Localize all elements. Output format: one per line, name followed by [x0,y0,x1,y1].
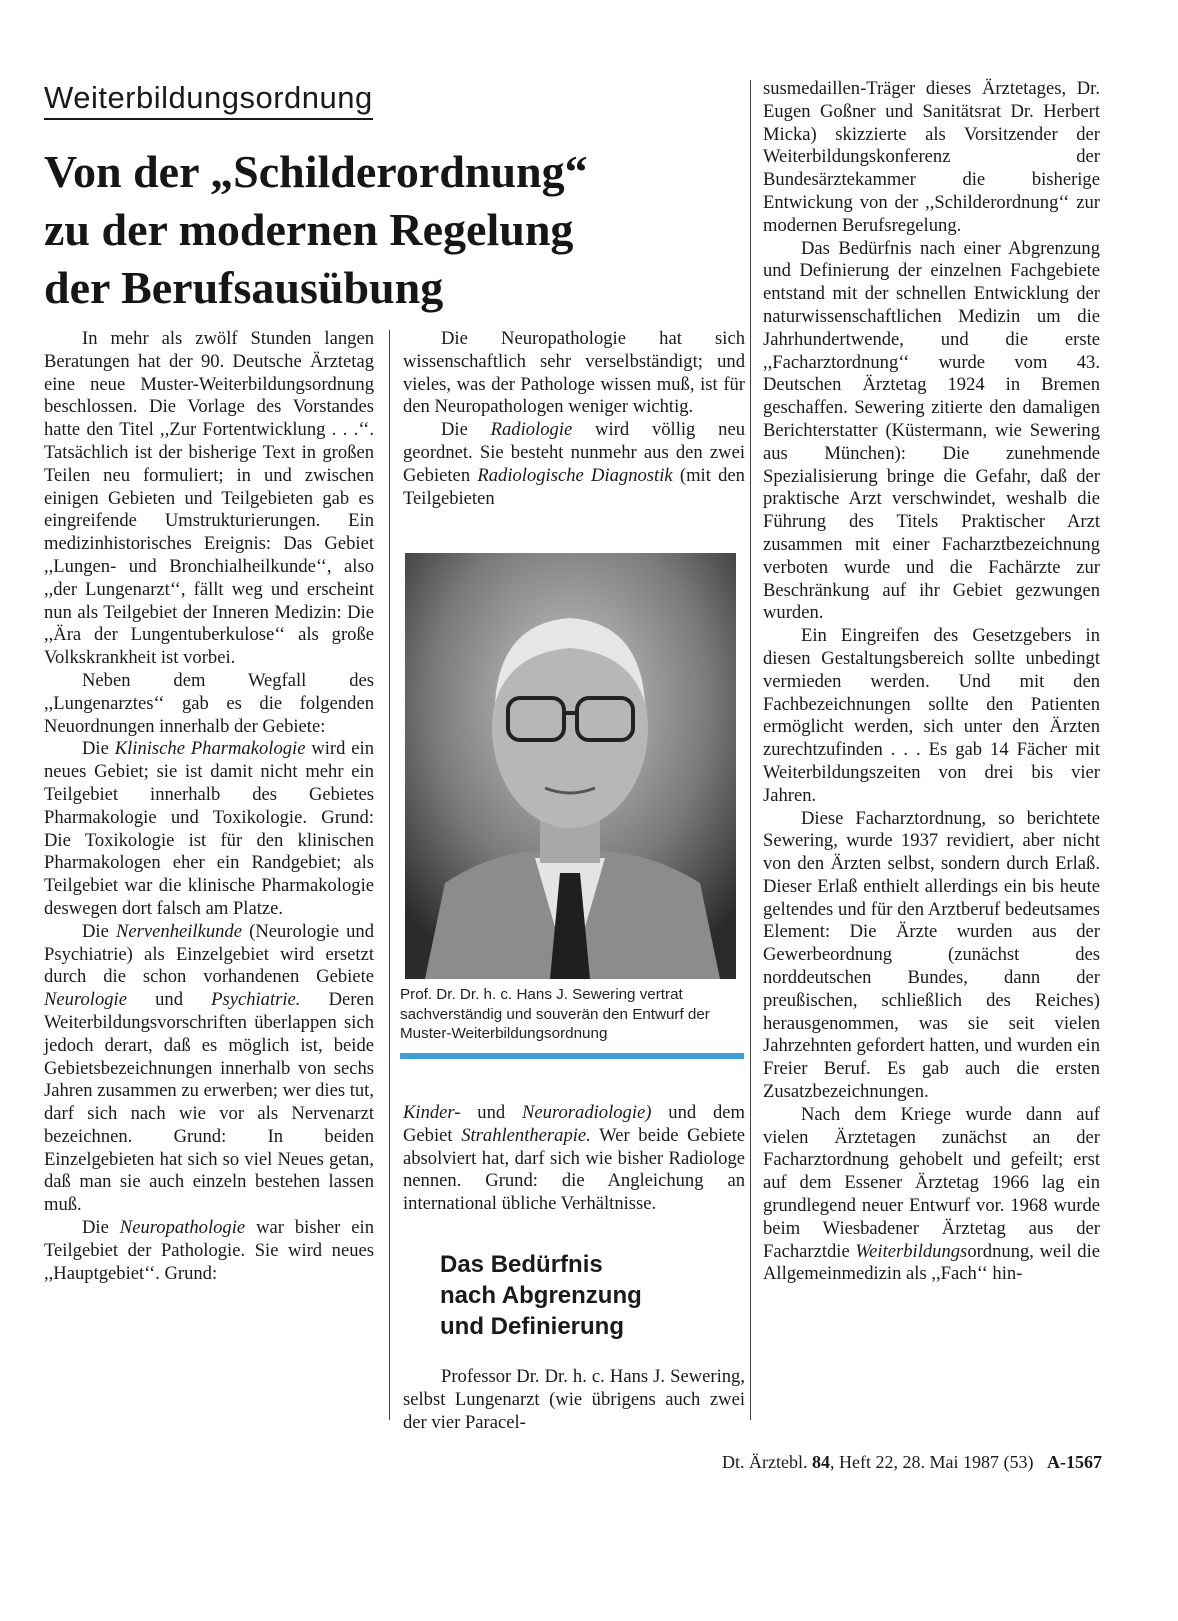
subheading-line-1: Das Bedürfnis [440,1251,603,1278]
subheading [440,1249,740,1342]
headline [44,143,764,317]
article-column-3 [763,78,1100,1286]
journal-name: Dt. Ärztebl. [722,1452,813,1472]
paragraph: Das Bedürfnis nach einer Abgrenzung und Definierung der einzelnen Fachgebiete entstand mit der schnellen Entwicklung der naturwissenschaftlichen Medizin um die Jahrhundertwende, und die erste ,,Facharztordnung‘‘ wurde vom 43. Deutschen Ärztetag 1924 in Bremen geschaffen. Sewering zitierte den damaligen Berichterstatter (Küstermann, wie Sewering aus München): Die zunehmende Spezialisierung bringe die Gefahr, daß der praktische Arzt verschwindet, weshalb die Führung des Titels Praktischer Arzt zusammen mit einer Facharztbezeichnung verboten wurde und die Fachärzte zur Beschränkung auf ihr Gebiet gezwungen wurden. [763,237,1100,624]
paragraph: Die Klinische Pharmakologie wird ein neues Gebiet; sie ist damit nicht mehr ein Teilgebiet innerhalb des Gebietes Pharmakologie und Toxikologie. Grund: Die Toxikologie ist für den klinischen Pharmakologen eher ein Randgebiet; als Teilgebiet war die klinische Pharmakologie deswegen dort falsch am Platze. [44,738,374,919]
photo-caption: Prof. Dr. Dr. h. c. Hans J. Sewering vertrat sachverständig und souverän den Entwurf der Muster-Weiterbildungsordnung [400,986,710,1042]
article-column-1 [44,328,374,1285]
headline-line-2: zu der modernen Regelung [44,204,574,255]
paragraph: In mehr als zwölf Stunden langen Beratungen hat der 90. Deutsche Ärztetag eine neue Muster-Weiterbildungsordnung beschlossen. Die Vorlage des Vorstandes hatte den Titel ,,Zur Fortentwicklung . . .‘‘. Tatsächlich ist der bisherige Text in großen Teilen neu formuliert; in und zwischen einigen Gebieten und Teilgebieten gab es eingreifende Umstrukturierungen. Ein medizinhistorisches Ereignis: Das Gebiet ,,Lungen- und Bronchialheilkunde‘‘, also ,,der Lungenarzt‘‘, fällt weg und erscheint nun als Teilgebiet der Inneren Medizin: Die ,,Ära der Lungentuberkulose‘‘ als große Volkskrankheit ist vorbei. [44,328,374,669]
paragraph: susmedaillen-Träger dieses Ärztetages, Dr. Eugen Goßner und Sanitätsrat Dr. Herbert Micka) skizzierte als Vorsitzender der Weiterbildungskonferenz der Bundesärztekammer die bisherige Entwickung von der ,,Schilderordnung‘‘ zur modernen Berufsregelung. [763,78,1100,236]
paragraph: Die Neuropathologie war bisher ein Teilgebiet der Pathologie. Sie wird neues ,,Hauptgebiet‘‘. Grund: [44,1217,374,1284]
paragraph: Nach dem Kriege wurde dann auf vielen Ärztetagen zunächst an der Facharztordnung gehobelt und gefeilt; erst auf dem Essener Ärztetag 1966 lag ein grundlegend neuer Entwurf vor. 1968 wurde beim Wiesbadener Ärztetag aus der Facharztdie Weiterbildungsordnung, weil die Allgemeinmedizin als ,,Fach‘‘ hin- [763,1103,1100,1285]
portrait-illustration [405,553,736,979]
page-number: A-1567 [1047,1452,1102,1472]
paragraph: Ein Eingreifen des Gesetzgebers in diesen Gestaltungsbereich sollte unbedingt vermieden werden. Und mit den Fachbezeichnungen sollte den Patienten ermöglicht werden, sich unter den Ärzten zurechtzufinden . . . Es gab 14 Fächer mit Weiterbildungszeiten von drei bis vier Jahren. [763,625,1100,806]
subheading-line-2: nach Abgrenzung [440,1282,642,1309]
portrait-photo [405,553,736,979]
caption-rule [400,1053,744,1059]
journal-issue: , Heft 22, 28. Mai 1987 (53) [830,1452,1034,1472]
paragraph: Diese Facharztordnung, so berichtete Sewering, wurde 1937 revidiert, aber nicht von den Ärzten selbst, sondern durch Erlaß. Dieser Erlaß enthielt allerdings ein bis heute geltendes und für den Arztberuf bedeutsames Element: Die Ärzte wurden aus der Gewerbeordnung (zunächst des norddeutschen Bundes, dann der preußischen, schließlich des Reiches) herausgenommen, was sie seit vielen Jahrzehnten gefordert hatten, und wurden ein Freier Beruf. Es gab auch die ersten Zusatzbezeichnungen. [763,807,1100,1103]
headline-line-3: der Berufsausübung [44,262,444,313]
section-kicker: Weiterbildungsordnung [44,80,373,120]
paragraph: Die Nervenheilkunde (Neurologie und Psychiatrie) als Einzelgebiet wird ersetzt durch die schon vorhandenen Gebiete Neurologie und Psychiatrie. Deren Weiterbildungsvorschriften überlappen sich jedoch derart, daß es möglich ist, beide Gebietsbezeichnungen innerhalb von sechs Jahren zusammen zu erwerben; wer dies tut, darf sich nach wie vor als Nervenarzt bezeichnen. Grund: In beiden Einzelgebieten hat sich so viel Neues getan, daß man sie auch einzeln bestehen lassen muß. [44,920,374,1216]
paragraph: Professor Dr. Dr. h. c. Hans J. Sewering, selbst Lungenarzt (wie übrigens auch zwei der vier Paracel- [403,1366,745,1433]
paragraph: Kinder- und Neuroradiologie) und dem Gebiet Strahlentherapie. Wer beide Gebiete absolviert hat, darf sich wie bisher Radiologe nennen. Grund: die Angleichung an international übliche Verhältnisse. [403,1102,745,1215]
article-column-2-top [403,328,745,510]
column-rule-2 [750,80,751,1420]
paragraph: Neben dem Wegfall des ,,Lungenarztes‘‘ gab es die folgenden Neuordnungen innerhalb der Gebiete: [44,669,374,737]
paragraph: Die Neuropathologie hat sich wissenschaftlich sehr verselbständigt; und vieles, was der Pathologe wissen muß, ist für den Neuropathologen weniger wichtig. [403,328,745,418]
paragraph: Die Radiologie wird völlig neu geordnet. Sie besteht nunmehr aus den zwei Gebieten Radiologische Diagnostik (mit den Teilgebieten [403,419,745,509]
headline-line-1: Von der „Schilderordnung“ [44,146,588,197]
article-column-2-bottom [403,1366,745,1434]
subheading-line-3: und Definierung [440,1313,624,1340]
article-column-2-middle [403,1102,745,1216]
column-rule-1 [389,330,390,1420]
journal-volume: 84 [812,1452,831,1472]
page-footer [602,1452,1102,1473]
